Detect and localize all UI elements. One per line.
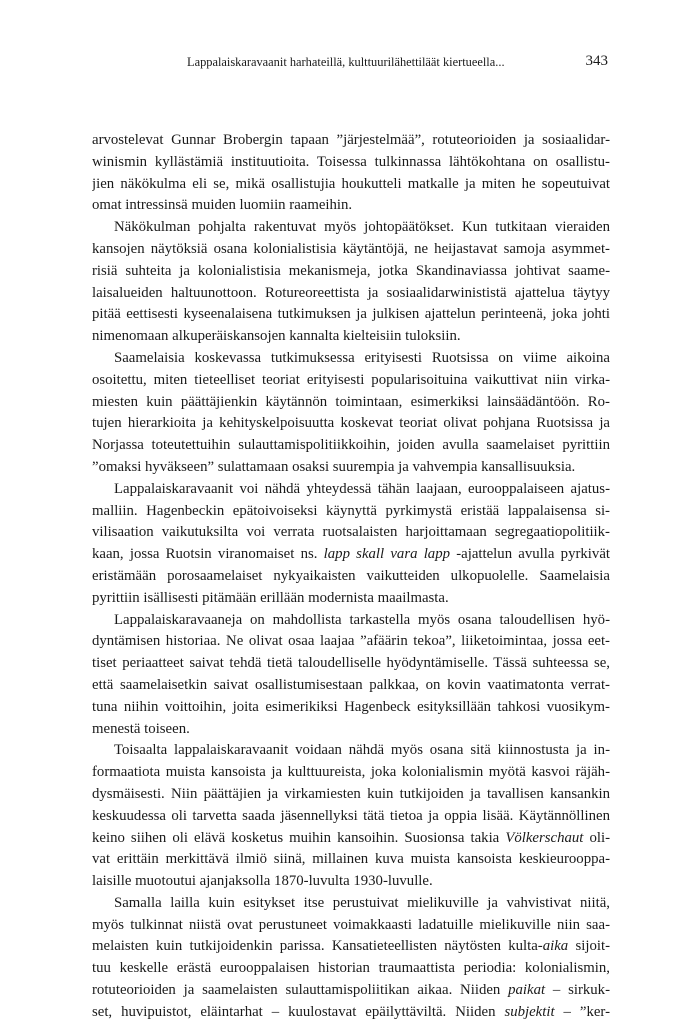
text-line <box>92 261 610 283</box>
text-run: tuna niihin voittoihin, joita esimerikiksi Hagenbeck esityksillään tahkosi vuosikym- <box>92 698 610 715</box>
text-run: jien näkökulma eli se, mikä osallistujia houkutteli matkalle ja miten he sopeutuivat <box>92 175 610 192</box>
text-run: eristämään porosaamelaiset nykyaikaisten vaikutteiden ulkopuolelle. Saamelaisia <box>92 567 610 584</box>
text-run: laisille muotoutui ajanjaksolla 1870-luvulta 1930-luvulle. <box>92 873 433 890</box>
text-line <box>92 697 610 719</box>
text-line <box>92 915 610 937</box>
text-line <box>92 195 610 217</box>
text-run: Toisaalta lappalaiskaravaanit voidaan nähdä myös osana sitä kiinnostusta ja in- <box>114 742 610 759</box>
text-run: että saamelaisetkin saivat osallistumisestaan palkkaa, on kovin vaatimatonta verrat- <box>92 676 610 693</box>
text-run: osoitettu, miten tieteelliset teoriat erityisesti popularisoituina vaikuttivat niin virka- <box>92 371 610 388</box>
italic-term: aika <box>542 938 569 955</box>
body-text <box>92 130 610 1024</box>
text-run: Samalla lailla kuin esitykset itse perustuivat mielikuville ja vahvistivat niitä, <box>114 894 610 911</box>
italic-term: Völkerschaut <box>505 829 584 846</box>
text-line <box>92 392 610 414</box>
text-run: myös tulkinnat niistä ovat perustuneet voimakkaasti ladatuille mielikuville niin saa- <box>92 916 610 933</box>
text-line <box>92 980 610 1002</box>
text-line <box>92 130 610 152</box>
text-run: risiä suhteita ja kolonialistisia mekanismeja, jotka Skandinaviassa johtivat saame- <box>92 262 610 279</box>
text-run: formaatiota muista kansoista ja kulttuureista, joka kolonialismin myötä kasvoi räjäh- <box>92 764 610 781</box>
text-line <box>92 719 610 741</box>
text-line <box>92 304 610 326</box>
text-run: – sirkuk- <box>545 982 610 999</box>
text-line <box>92 348 610 370</box>
text-line <box>92 479 610 501</box>
text-run: melaisten kuin tutkijoidenkin parissa. Kansatieteellisten näytösten kulta- <box>92 938 543 955</box>
text-line <box>92 653 610 675</box>
text-run: nimenomaan alkuperäiskansojen kannalta kielteisiin tuloksiin. <box>92 328 461 345</box>
text-line <box>92 762 610 784</box>
text-run: sijoit- <box>568 938 610 955</box>
text-run: – ”ker- <box>554 1003 610 1020</box>
text-line <box>92 631 610 653</box>
text-run: Norjassa toteutettuihin sulauttamispolitiikkoihin, joiden avulla saamelaiset pyrittiin <box>92 437 610 454</box>
text-run: kansojen näytöksiä osana kolonialistisia käytäntöjä, ne heijastavat samoja asymmet- <box>92 240 610 257</box>
text-line <box>92 566 610 588</box>
text-line <box>92 1002 610 1024</box>
text-run: set, huvipuistot, eläintarhat – kuulostavat epäilyttäviltä. Niiden <box>92 1003 505 1020</box>
text-run: Lappalaiskaravaaneja on mahdollista tarkastella myös osana taloudellisen hyö- <box>114 611 610 628</box>
text-line <box>92 740 610 762</box>
text-line <box>92 435 610 457</box>
text-run: malliin. Hagenbeckin epätoivoiseksi käynyttä pyrkimystä eristää lappalaisensa si- <box>92 502 610 519</box>
text-run: kaan, jossa Ruotsin viranomaiset ns. <box>92 546 324 563</box>
text-line <box>92 675 610 697</box>
text-run: dyntämisen historiaa. Ne olivat osaa laajaa ”afäärin tekoa”, liiketoimintaa, jossa eet- <box>92 633 610 650</box>
text-line <box>92 283 610 305</box>
text-line <box>92 326 610 348</box>
text-run: tiset periaatteet saivat tehdä tietä taloudelliselle hyödyntämiselle. Tässä suhteessa se, <box>92 655 610 672</box>
text-line <box>92 893 610 915</box>
text-run: arvostelevat Gunnar Brobergin tapaan ”järjestelmää”, rotuteorioiden ja sosiaalidar- <box>92 132 610 148</box>
text-line <box>92 457 610 479</box>
text-line <box>92 936 610 958</box>
text-run: vilisaation vaikutuksilta voi verrata ruotsalaisten harjoittamaan segregaatiopolitiik- <box>92 524 610 541</box>
text-run: ”omaksi hyväkseen” sulattamaan osaksi suurempia ja vahvempia kansallisuuksia. <box>92 458 576 475</box>
text-line <box>92 544 610 566</box>
text-run: Lappalaiskaravaanit voi nähdä yhteydessä tähän laajaan, eurooppalaiseen ajatus- <box>114 480 610 497</box>
text-run: laisalueiden haltuunottoon. Rotureoreettista ja sosiaalidarwinististä ajattelua täytyy <box>92 284 610 301</box>
text-line <box>92 174 610 196</box>
text-run: Näkökulman pohjalta rakentuvat myös johtopäätökset. Kun tutkitaan vieraiden <box>114 219 610 236</box>
text-line <box>92 610 610 632</box>
italic-term: paikat <box>508 982 546 999</box>
text-run: tuu keskelle erästä eurooppalaisen historian traumaattista periodia: kolonialismin, <box>92 960 610 977</box>
text-run: pyrittiin isällisesti pitämään erillään modernista maailmasta. <box>92 589 449 606</box>
running-title: Lappalaiskaravaanit harhateillä, kulttuurilähettiläät kiertueella... <box>187 55 505 69</box>
text-run: oli- <box>583 829 610 846</box>
text-line <box>92 522 610 544</box>
text-run: omat intressinsä muiden luomiin raameihin. <box>92 197 353 214</box>
text-line <box>92 828 610 850</box>
text-line <box>92 217 610 239</box>
italic-term: subjektit <box>504 1003 555 1020</box>
page-number: 343 <box>585 53 608 69</box>
text-run: Saamelaisia koskevassa tutkimuksessa erityisesti Ruotsissa on viime aikoina <box>114 349 610 366</box>
text-run: dysmäisesti. Niin päättäjien ja virkamiesten kuin tutkijoiden ja tavallisen kansankin <box>92 785 610 802</box>
text-line <box>92 588 610 610</box>
running-header <box>92 54 610 72</box>
text-line <box>92 958 610 980</box>
text-line <box>92 806 610 828</box>
text-run: keskuudessa oli tarvetta saada jäsennellyksi tätä tietoa ja oppia lisää. Käytännöllinen <box>92 807 610 824</box>
text-run: winismin kyllästämiä instituutioita. Toisessa tulkinnassa lähtökohtana on osallistu- <box>92 153 610 170</box>
text-line <box>92 501 610 523</box>
text-line <box>92 413 610 435</box>
text-run: keino siihen oli elävä kosketus muihin kansoihin. Suosionsa takia <box>92 829 506 846</box>
text-run: pitää eettisesti kyseenalaisena tutkimuksen ja julkisen ajattelun perinteenä, joka johti <box>92 306 610 323</box>
text-line <box>92 871 610 893</box>
text-run: -ajattelun avulla pyrkivät <box>450 546 610 563</box>
text-run: tujen hierarkioita ja kehityskelpoisuutta koskevat teoriat olivat pohjana Ruotsissa ja <box>92 415 610 432</box>
text-line <box>92 849 610 871</box>
text-run: miesten kuin päättäjienkin käytännön toimintaan, esimerkiksi lainsäädäntöön. Ro- <box>92 393 610 410</box>
text-line <box>92 239 610 261</box>
text-line <box>92 152 610 174</box>
text-line <box>92 370 610 392</box>
text-run: menestä toiseen. <box>92 720 190 737</box>
text-run: rotuteorioiden ja saamelaisten sulauttamispoliitikan aikaa. Niiden <box>92 982 509 999</box>
text-run: vat erittäin merkittävä ilmiö siinä, millainen kuva muista kansoista keskieurooppa- <box>92 851 610 868</box>
italic-term: lapp skall vara lapp <box>323 546 450 563</box>
text-line <box>92 784 610 806</box>
